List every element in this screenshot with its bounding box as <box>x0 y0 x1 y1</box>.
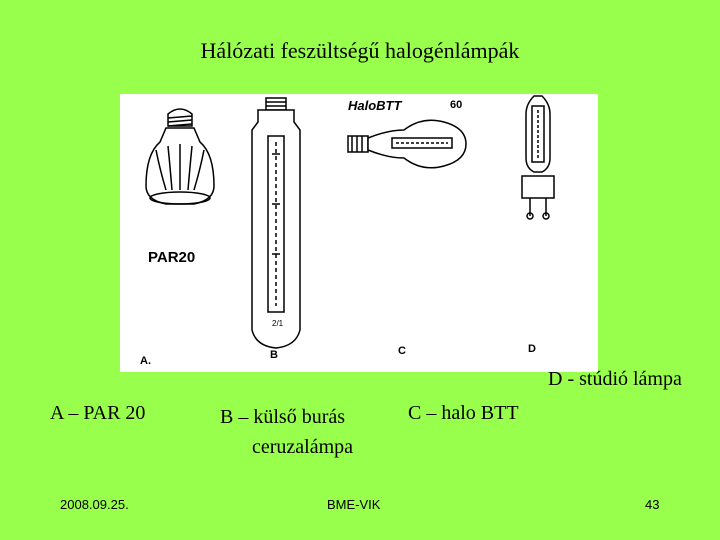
caption-d: D - stúdió lámpa <box>548 368 682 390</box>
label-d: D <box>528 343 536 355</box>
lamp-b-marking: 2/1 <box>272 319 284 328</box>
lamp-figure <box>120 94 598 372</box>
lamp-drawings <box>120 94 598 372</box>
caption-b-line2: ceruzalámpa <box>252 436 354 458</box>
label-a: A. <box>140 355 151 367</box>
caption-b <box>212 402 353 462</box>
label-c: C <box>398 345 406 357</box>
footer-org: BME-VIK <box>327 497 381 512</box>
footer-date: 2008.09.25. <box>60 497 129 512</box>
lamp-c-number: 60 <box>450 99 463 111</box>
slide-title: Hálózati feszültségű halogénlámpák <box>200 38 520 63</box>
par20-lamp-drawing <box>146 109 214 204</box>
pencil-lamp-drawing <box>252 98 300 348</box>
caption-c: C – halo BTT <box>408 402 519 424</box>
caption-b-line1: B – külső burás <box>220 406 346 428</box>
lamp-c-brand: HaloBTT <box>348 98 402 113</box>
studio-lamp-drawing <box>522 96 554 219</box>
label-b: B <box>270 349 278 361</box>
halobtt-lamp-drawing <box>348 120 466 168</box>
page-number: 43 <box>645 497 660 512</box>
lamp-a-name: PAR20 <box>148 249 196 266</box>
caption-a: A – PAR 20 <box>50 402 146 424</box>
